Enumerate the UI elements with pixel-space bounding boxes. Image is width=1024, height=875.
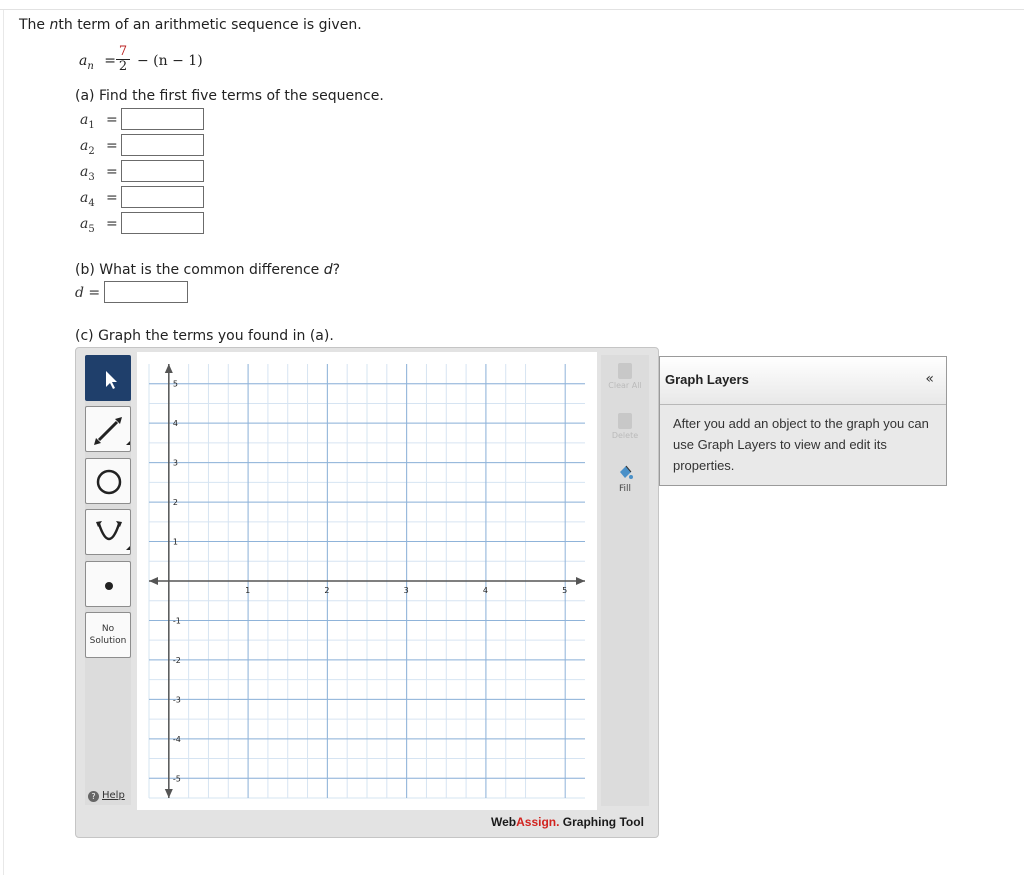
intro-var: n (49, 17, 59, 33)
y-tick-label: 4 (172, 419, 178, 429)
x-tick-label: 3 (403, 586, 409, 595)
intro-prefix: The (19, 17, 50, 33)
term-a: a (80, 138, 89, 154)
term-sub: 5 (88, 224, 95, 235)
y-tick-label: -4 (172, 734, 181, 744)
no-solution-button[interactable]: No Solution (85, 612, 131, 658)
clear-all-button[interactable] (601, 359, 649, 399)
term-eq-5: = (106, 216, 118, 232)
point-tool[interactable] (85, 561, 131, 607)
collapse-icon[interactable]: « (925, 371, 934, 387)
y-axis-arrow-up (165, 364, 173, 373)
graph-svg (137, 352, 597, 810)
x-tick-label: 5 (562, 586, 568, 595)
fill-button[interactable] (601, 462, 649, 502)
term-a: a (80, 190, 89, 206)
x-axis-arrow-left (149, 577, 158, 585)
top-divider (0, 9, 1024, 10)
formula-rest: − (n − 1) (137, 53, 203, 69)
left-divider (3, 10, 4, 875)
y-tick-label: -3 (172, 695, 181, 705)
term-input-a3[interactable] (121, 160, 204, 182)
y-tick-label: -2 (172, 655, 181, 665)
part-a-prompt: (a) Find the first five terms of the sequence. (75, 88, 384, 104)
d-eq: = (88, 285, 101, 301)
formula-a: a (79, 53, 88, 69)
line-tool[interactable] (85, 406, 131, 452)
part-b-prefix: (b) What is the common difference (75, 262, 324, 278)
fraction-numerator: 7 (116, 45, 130, 60)
pointer-tool[interactable] (85, 355, 131, 401)
term-input-a2[interactable] (121, 134, 204, 156)
part-b-var: d (323, 262, 333, 278)
y-tick-label: 5 (172, 379, 178, 389)
term-sub: 4 (88, 198, 95, 209)
delete-button[interactable] (601, 409, 649, 449)
pointer-icon (86, 356, 132, 402)
d-label (75, 285, 100, 301)
term-input-a5[interactable] (121, 212, 204, 234)
brand-web: Web (491, 815, 517, 829)
term-input-a4[interactable] (121, 186, 204, 208)
brand-assign: Assign. (516, 815, 560, 829)
y-axis-arrow-down (165, 789, 173, 798)
y-tick-label: -5 (172, 774, 181, 784)
x-tick-label: 2 (324, 586, 330, 595)
graph-canvas[interactable] (137, 352, 597, 810)
fraction-denominator: 2 (118, 59, 128, 74)
delete-label: Delete (611, 431, 639, 440)
term-label-3 (80, 164, 95, 183)
term-eq-4: = (106, 190, 118, 206)
term-eq-2: = (106, 138, 118, 154)
part-b-prompt (75, 262, 340, 278)
term-sub: 3 (88, 172, 95, 183)
term-a: a (80, 164, 89, 180)
term-eq-1: = (106, 112, 118, 128)
term-label-1 (80, 112, 95, 131)
part-c-prompt: (c) Graph the terms you found in (a). (75, 328, 334, 344)
term-sub: 1 (88, 120, 95, 131)
paint-bucket-icon (617, 464, 633, 482)
graph-layers-description: After you add an object to the graph you can use Graph Layers to view and edit its properties. (673, 416, 929, 473)
circle-tool[interactable] (85, 458, 131, 504)
x-axis-arrow-right (576, 577, 585, 585)
circle-icon (86, 459, 132, 505)
y-tick-label: 1 (172, 537, 178, 547)
part-b-suffix: ? (332, 262, 341, 278)
formula-lhs (79, 53, 116, 72)
graph-layers-header (660, 357, 946, 405)
fill-label: Fill (618, 484, 632, 494)
formula-fraction (116, 45, 130, 74)
intro-suffix: th term of an arithmetic sequence is given. (58, 17, 362, 33)
term-input-a1[interactable] (121, 108, 204, 130)
graph-layers-panel (659, 356, 947, 486)
clear-icon (618, 363, 632, 379)
help-label: Help (102, 790, 125, 801)
term-a: a (80, 112, 89, 128)
term-sub: 2 (88, 146, 95, 157)
clear-label: Clear All (608, 381, 642, 390)
y-tick-label: -1 (172, 616, 181, 626)
brand-rest: Graphing Tool (559, 815, 644, 829)
x-tick-label: 1 (245, 586, 251, 595)
term-label-4 (80, 190, 95, 209)
line-segment-icon (86, 407, 132, 453)
question-intro (19, 17, 362, 33)
y-tick-label: 2 (172, 498, 178, 508)
trash-icon (618, 413, 632, 429)
common-difference-input[interactable] (104, 281, 188, 303)
point-icon (86, 562, 132, 608)
x-tick-label: 4 (482, 586, 489, 595)
term-label-2 (80, 138, 95, 157)
webassign-brand (491, 815, 644, 829)
help-icon: ? (88, 791, 99, 802)
term-eq-3: = (106, 164, 118, 180)
formula-sub-n: n (87, 61, 94, 72)
graph-layers-title: Graph Layers (665, 372, 749, 387)
parabola-tool[interactable] (85, 509, 131, 555)
y-tick-label: 3 (172, 458, 178, 468)
term-label-5 (80, 216, 95, 235)
parabola-icon (86, 510, 132, 556)
d-var: d (75, 285, 84, 301)
help-link[interactable] (88, 790, 125, 802)
term-a: a (80, 216, 89, 232)
formula-equals: = (104, 53, 116, 69)
